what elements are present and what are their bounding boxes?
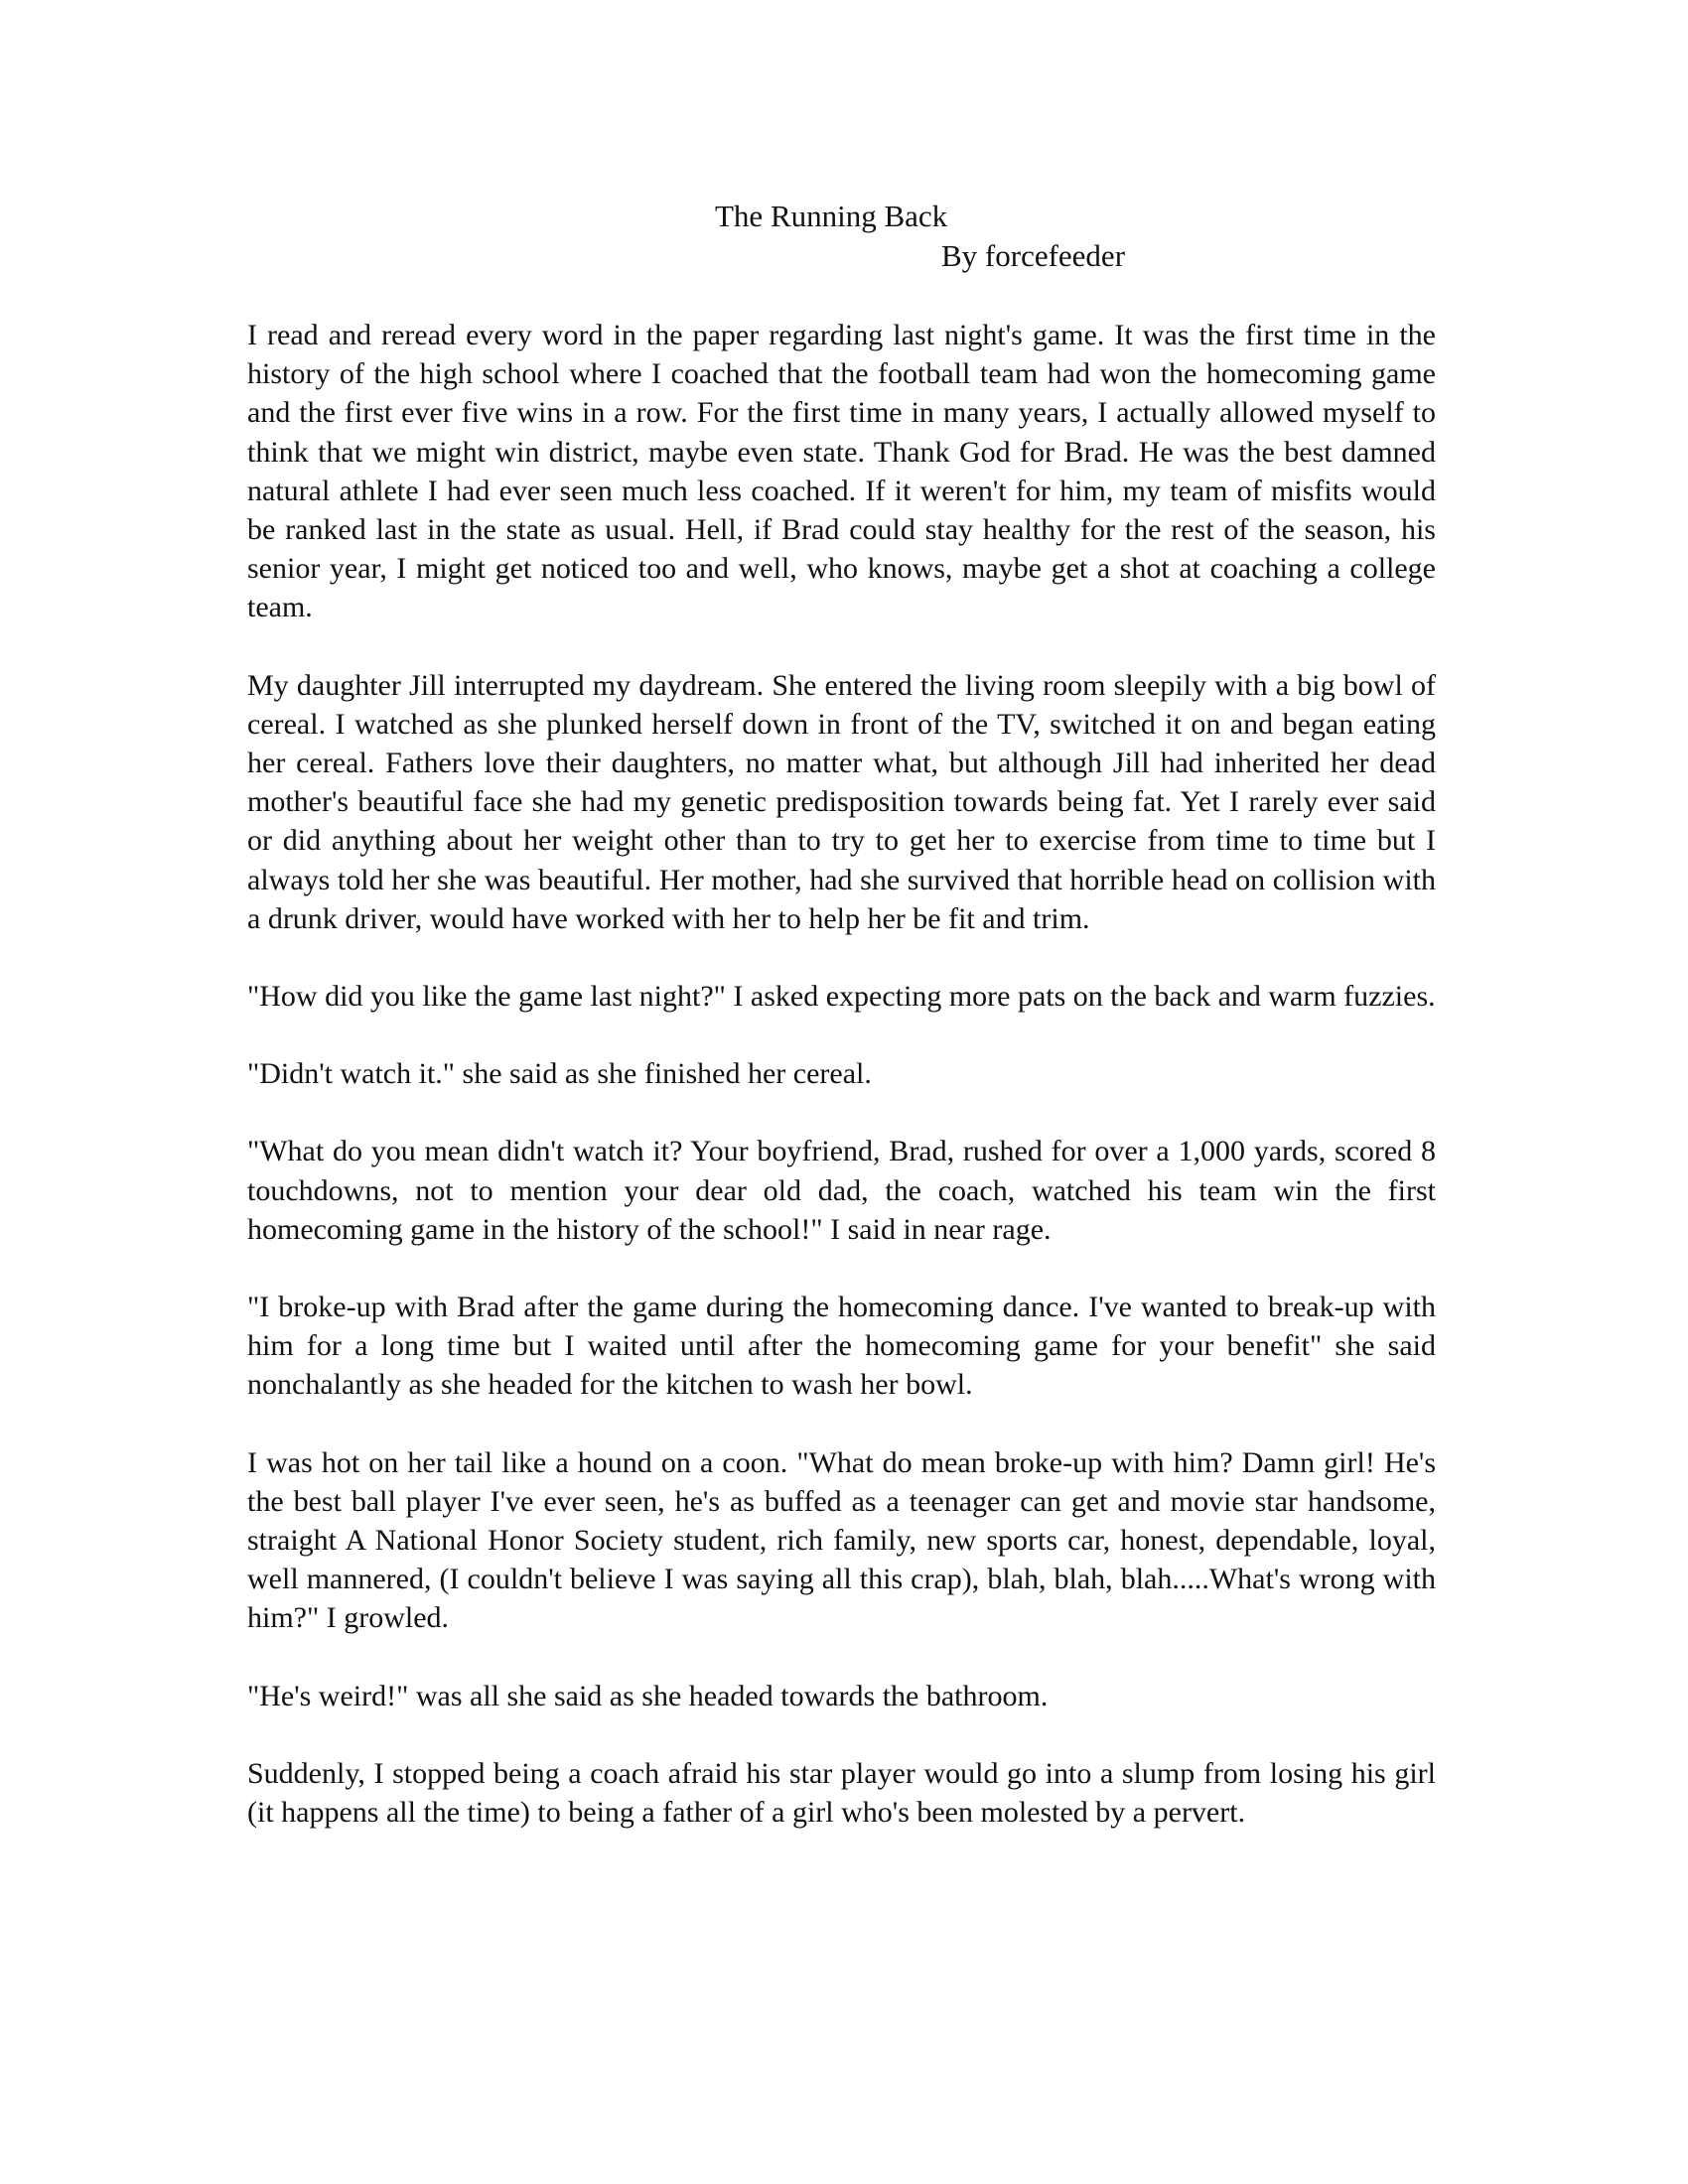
paragraph-7: I was hot on her tail like a hound on a coon. "What do mean broke-up with him? Damn girl! He's the best ball player I've ever seen, he's as buffed as a teenager can get and movie star handsome, straight A National Honor Society student, rich family, new sports car, honest, dependable, loyal, well mannered, (I couldn't believe I was saying all this crap), blah, blah, blah.....What's wrong with him?" I growled. — [247, 1445, 1436, 1635]
paragraph-4: "Didn't watch it." she said as she finished her cereal. — [247, 1057, 872, 1091]
story-title: The Running Back — [715, 199, 948, 233]
paragraph-9: Suddenly, I stopped being a coach afraid his star player would go into a slump from losing his girl (it happens all the time) to being a father of a girl who's been molested by a pervert. — [247, 1756, 1436, 1830]
story-byline: By forcefeeder — [941, 238, 1126, 273]
story-body — [247, 316, 1436, 1870]
paragraph-8: "He's weird!" was all she said as she headed towards the bathroom. — [247, 1679, 1049, 1712]
paragraph-3: "How did you like the game last night?" I asked expecting more pats on the back and warm fuzzies. — [247, 980, 1436, 1014]
paragraph-5: "What do you mean didn't watch it? Your boyfriend, Brad, rushed for over a 1,000 yards, scored 8 touchdowns, not to mention your dear old dad, the coach, watched his team win the first homecoming game in the history of the school!" I said in near rage. — [247, 1135, 1436, 1246]
paragraph-2: My daughter Jill interrupted my daydream. She entered the living room sleepily with a big bowl of cereal. I watched as she plunked herself down in front of the TV, switched it on and began eating her cereal. Fathers love their daughters, no matter what, but although Jill had inherited her dead mother's beautiful face she had my genetic predisposition towards being fat. Yet I rarely ever said or did anything about her weight other than to try to get her to exercise from time to time but I always told her she was beautiful. Her mother, had she survived that horrible head on collision with a drunk driver, would have worked with her to help her be fit and trim. — [247, 668, 1436, 935]
paragraph-1: I read and reread every word in the paper regarding last night's game. It was the first time in the history of the high school where I coached that the football team had won the homecoming game and the first ever five wins in a row. For the first time in many years, I actually allowed myself to think that we might win district, maybe even state. Thank God for Brad. He was the best damned natural athlete I had ever seen much less coached. If it weren't for him, my team of misfits would be ranked last in the state as usual. Hell, if Brad could stay healthy for the rest of the season, his senior year, I might get noticed too and well, who knows, maybe get a shot at coaching a college team. — [247, 319, 1436, 624]
paragraph-6: "I broke-up with Brad after the game during the homecoming dance. I've wanted to break-up with him for a long time but I waited until after the homecoming game for your benefit" she said nonchalantly as she headed for the kitchen to wash her bowl. — [247, 1291, 1436, 1402]
